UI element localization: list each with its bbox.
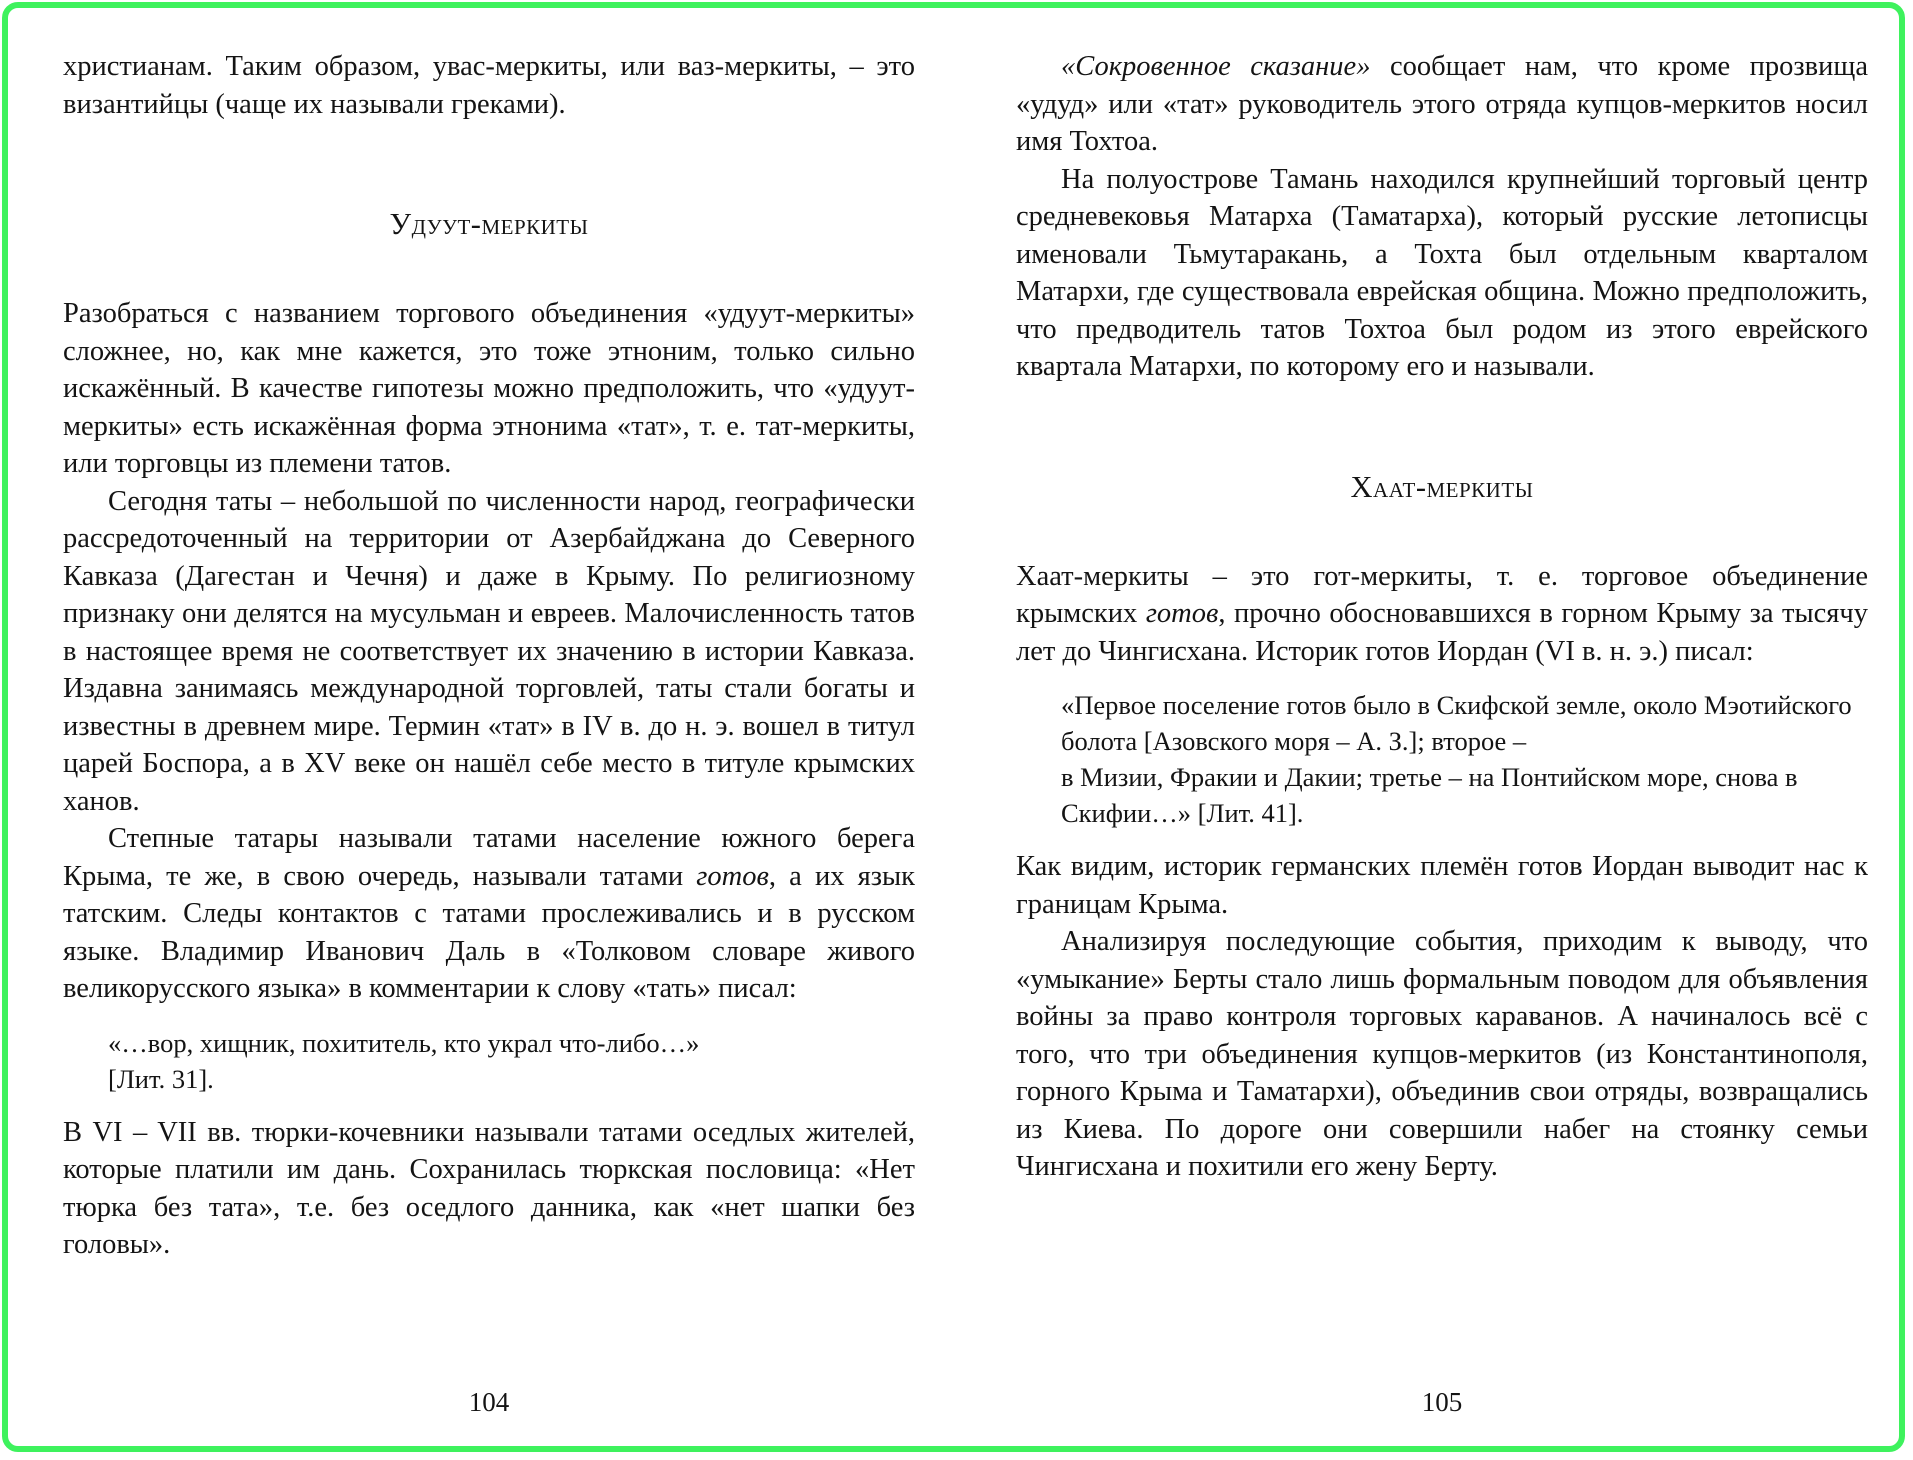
paragraph-text: , а их язык татским. Следы контактов с татами прослеживались и в русском языке. Владимир Иванович Даль в «Толковом словаре живого великорусского языка» в комментарии к слову «тать» писал: — [63, 860, 915, 1004]
paragraph — [63, 1114, 915, 1264]
paragraph-text: Степные татары называли татами население южного берега Крыма, те же, в свою очередь, называли татами — [63, 823, 915, 892]
paragraph-text: Разобраться с названием торгового объединения «удуут-меркиты» сложнее, но, как мне кажется, это тоже этноним, только сильно искажённый. В качестве гипотезы можно предположить, что «удуут-меркиты» есть искажённая форма этнонима «тат», т. е. тат-меркиты, или торговцы из племени татов. — [63, 298, 915, 479]
paragraph-text: христианам. Таким образом, увас-меркиты, или ваз-меркиты, – это византийцы (чаще их называли греками). — [63, 51, 915, 120]
paragraph — [1016, 848, 1868, 923]
block-quote — [108, 1025, 915, 1097]
paragraph — [1016, 923, 1868, 1186]
quote-line: [Лит. 31]. — [108, 1063, 214, 1094]
paragraph — [1016, 558, 1868, 671]
block-quote — [1061, 687, 1868, 831]
page-number-right: 105 — [1421, 1387, 1463, 1417]
paragraph — [63, 820, 915, 1008]
paragraph-text-italic: «Сокровенное сказание» — [1061, 51, 1371, 82]
quote-line: в Мизии, Фракии и Дакии; третье – на Понтийском море, снова в Скифии…» [Лит. 41]. — [1061, 762, 1798, 828]
paragraph-text-italic: готов — [1145, 598, 1219, 629]
quote-line: «Первое поселение готов было в Скифской земле, около Мэотийского болота [Азовского моря – А. З.]; второе – — [1061, 690, 1852, 756]
paragraph-text: , прочно обосновавшихся в горном Крыму за тысячу лет до Чингисхана. Историк готов Иордан (VI в. н. э.) писал: — [1016, 598, 1868, 667]
paragraph-text: сообщает нам, что кроме прозвища «удуд» или «тат» руководитель этого отряда купцов-меркитов носил имя Тохтоа. — [1016, 51, 1868, 157]
page-right-content — [1016, 48, 1868, 1186]
paragraph-text: На полуострове Тамань находился крупнейший торговый центр средневековья Матарха (Таматарха), который русские летописцы именовали Тьмутаракань, а Тохта был отдельным кварталом Матархи, где существовала еврейская община. Можно предположить, что предводитель татов Тохтоа был родом из этого еврейского квартала Матархи, по которому его и называли. — [1016, 163, 1868, 382]
page-right — [1016, 48, 1868, 1430]
quote-line: «…вор, хищник, похититель, кто украл что-либо…» — [108, 1027, 700, 1058]
paragraph-text: Хаат-меркиты – это гот-меркиты, т. е. торговое объединение крымских — [1016, 560, 1868, 629]
book-spread-frame — [2, 2, 1905, 1452]
section-heading: Удуут-меркиты — [389, 207, 589, 241]
paragraph — [63, 295, 915, 483]
paragraph-text: Как видим, историк германских племён готов Иордан выводит нас к границам Крыма. — [1016, 851, 1868, 920]
paragraph — [63, 483, 915, 821]
page-number-left: 104 — [468, 1387, 510, 1417]
paragraph — [63, 48, 915, 123]
paragraph-text: В VI – VII вв. тюрки-кочевники называли татами оседлых жителей, которые платили им дань. Сохранилась тюркская пословица: «Нет тюрка без тата», т.е. без оседлого данника, как «нет шапки без головы». — [63, 1116, 915, 1260]
page-left — [63, 48, 915, 1430]
paragraph-text: Анализируя последующие события, приходим к выводу, что «умыкание» Берты стало лишь формальным поводом для объявления войны за право контроля торговых караванов. А начиналось всё с того, что три объединения купцов-меркитов (из Константинополя, горного Крыма и Таматархи), объединив свои отряды, возвращались из Киева. По дороге они совершили набег на стоянку семьи Чингисхана и похитили его жену Берту. — [1016, 926, 1868, 1182]
paragraph-text: Сегодня таты – небольшой по численности народ, географически рассредоточенный на территории от Азербайджана до Северного Кавказа (Дагестан и Чечня) и даже в Крыму. По религиозному признаку они делятся на мусульман и евреев. Малочисленность татов в настоящее время не соответствует их значению в истории Кавказа. Издавна занимаясь международной торговлей, таты стали богаты и известны в древнем мире. Термин «тат» в IV в. до н. э. вошел в титул царей Боспора, а в XV веке он нашёл себе место в титуле крымских ханов. — [63, 485, 915, 817]
paragraph — [1016, 48, 1868, 161]
paragraph-text-italic: готов — [696, 860, 769, 892]
paragraph — [1016, 161, 1868, 386]
section-heading: Хаат-меркиты — [1350, 469, 1534, 504]
page-left-content — [63, 48, 915, 1264]
